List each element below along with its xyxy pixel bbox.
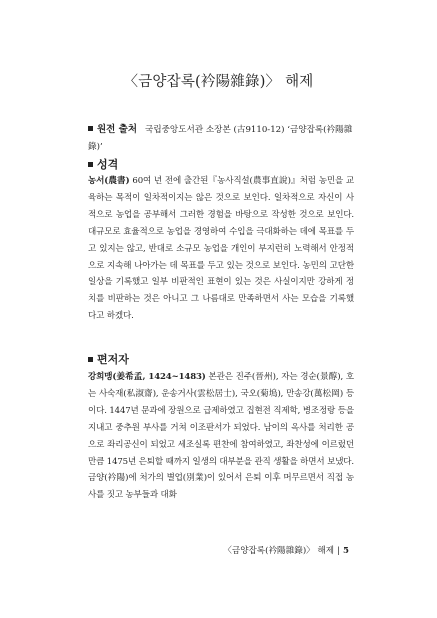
author-text: 본관은 진주(晉州), 자는 경순(景醇), 호는 사숙재(私淑齋), 운송거사(雲松居士), 국오(菊塢), 만송강(萬松岡) 등이다. 1447년 문과에 장원으로 급제하였고 집현전 직제학, 병조정랑 등을 지내고 중추원 부사를 거쳐 이조판서가 되었다. 남이의 옥사를 처리한 공으로 좌리공신이 되었고 세조실록 편찬에 참여하였고, 좌찬성에 이르렀던 만큼 1475년 은퇴할 때까지 일생의 대부분을 관직 생활을 하면서 보냈다. 금양(衿陽)에 처가의 별업(別業)이 있어서 은퇴 이후 머무르면서 직접 농사를 짓고 농부들과 대화 [88, 372, 354, 501]
footer-book-title: 〈금양잡록(衿陽雜錄)〉 해제 [223, 546, 335, 556]
bullet-square-icon [88, 162, 93, 167]
author-heading [88, 351, 129, 367]
character-heading-label: 성격 [97, 158, 119, 171]
character-lead: 농서(農書) [88, 176, 130, 186]
page-title: 〈금양잡록(衿陽雜錄)〉 해제 [123, 74, 314, 90]
character-paragraph [88, 173, 354, 325]
bullet-square-icon [88, 126, 93, 131]
author-paragraph [88, 369, 354, 504]
source-label: 원전 출처 [97, 124, 138, 135]
footer-separator: | [337, 546, 341, 556]
source-text: 국립중앙도서관 소장본 (古9110-12) ‘금양잡록(衿陽雜錄)’ [88, 125, 353, 152]
author-heading-label: 편저자 [97, 353, 129, 366]
page-number: 5 [343, 546, 349, 556]
character-text: 60여 년 전에 출간된『농사직설(農事直說)』처럼 농민을 교육하는 목적이 일차적이지는 않은 것으로 보인다. 일차적으로 자신이 사적으로 농업을 공부해서 그러한 경험을 바탕으로 작성한 것으로 보인다. 대규모로 효율적으로 농업을 경영하여 수입을 극대화하는 데에 목표를 두고 있지는 않고, 반대로 소규모 농업을 개인이 부지런히 노력해서 안정적으로 지속해 나아가는 데 목표를 두고 있는 것으로 보인다. 농민의 고단한 일상을 기록했고 일부 비판적인 표현이 있는 것은 사실이지만 강하게 정치를 비판하는 것은 아니고 그 나름대로 만족하면서 사는 모습을 기록했다고 하겠다. [88, 176, 354, 322]
bullet-square-icon [88, 357, 93, 362]
author-lead: 강희맹(姜希孟, 1424~1483) [88, 372, 206, 382]
character-heading [88, 156, 118, 172]
source-info [88, 121, 353, 156]
page-footer [223, 544, 349, 556]
